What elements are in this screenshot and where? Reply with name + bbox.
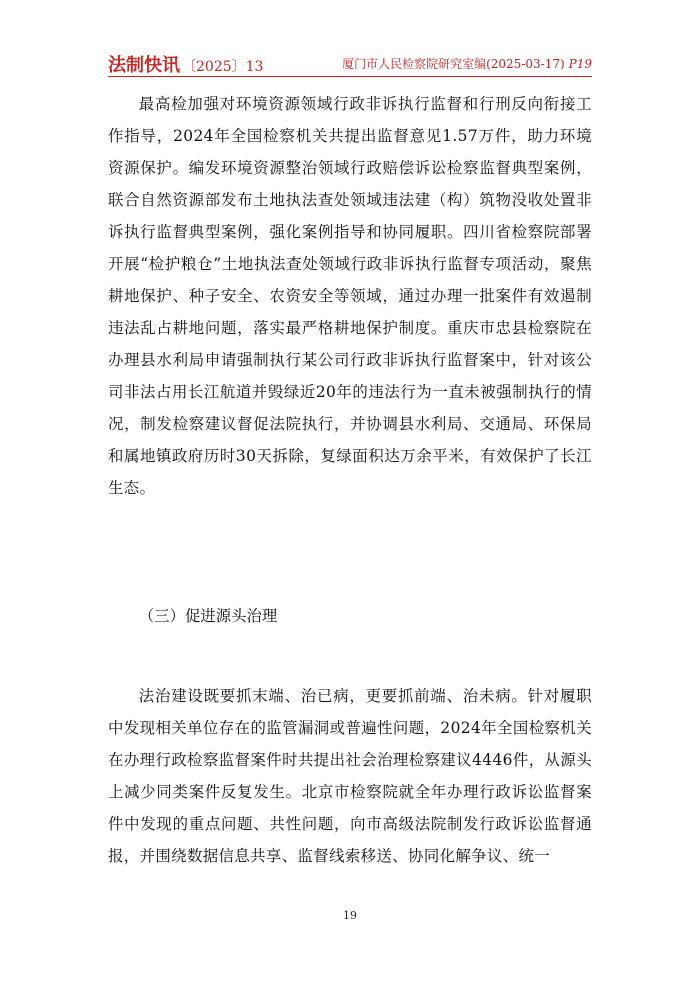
header-page-label: P19 [568,57,592,71]
page-number: 19 [343,909,357,922]
section-heading: （三）促进源头治理 [138,607,278,625]
header-divider [108,76,592,77]
issue-number: 〔2025〕13 [182,59,264,75]
body-paragraph-1: 最高检加强对环境资源领域行政非诉执行监督和行刑反向衔接工作指导，2024年全国检察机关共提出监督意见1.57万件，助力环境资源保护。编发环境资源整治领域行政赔偿诉讼检察监督典型案例，联合自然资源部发布土地执法查处领域违法建（构）筑物没收处置非诉执行监督典型案例，强化案例指导和协同履职。四川省检察院部署开展“检护粮仓”土地执法查处领域行政非诉执行监督专项活动，聚焦耕地保护、种子安全、农资安全等领域，通过办理一批案件有效遏制违法乱占耕地问题，落实最严格耕地保护制度。重庆市忠县检察院在办理县水利局申请强制执行某公司行政非诉执行监督案中，针对该公司非法占用长江航道并毁绿近20年的违法行为一直未被强制执行的情况，制发检察建议督促法院执行，并协调县水利局、交通局、环保局和属地镇政府历时30天拆除，复绿面积达万余平米，有效保护了长江生态。 [108,95,592,497]
publication-title-group [108,51,263,77]
body-paragraph-2: 法治建设既要抓末端、治已病，更要抓前端、治未病。针对履职中发现相关单位存在的监管漏洞或普遍性问题，2024年全国检察机关在办理行政检察监督案件时共提出社会治理检察建议4446件，从源头上减少同类案件反复发生。北京市检察院就全年办理行政诉讼监督案件中发现的重点问题、共性问题，向市高级法院制发行政诉讼监督通报，并围绕数据信息共享、监督线索移送、协同化解争议、统一 [108,687,592,865]
publication-title: 法制快讯 [108,55,180,76]
publication-source: 厦门市人民检察院研究室编(2025-03-17) [342,57,565,71]
publication-source-group [342,55,592,72]
page-header [108,48,592,74]
